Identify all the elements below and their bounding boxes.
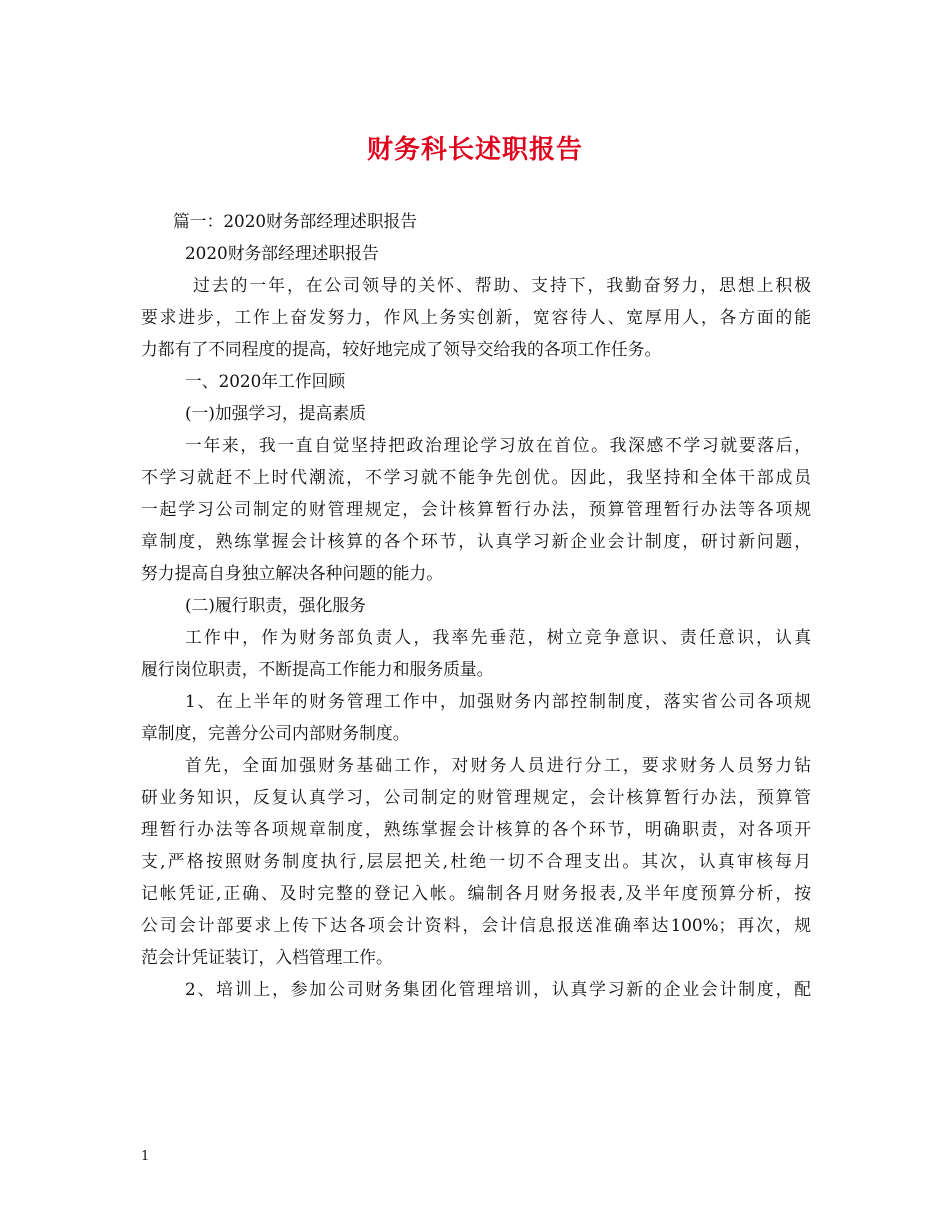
document-line: 2020财务部经理述职报告 <box>185 243 379 263</box>
document-line: 要求进步，工作上奋发努力，作风上务实创新，宽容待人、宽厚用人，各方面的能 <box>141 307 811 327</box>
document-line: 首先，全面加强财务基础工作，对财务人员进行分工，要求财务人员努力钻 <box>185 755 811 775</box>
document-line: 篇一：2020财务部经理述职报告 <box>173 211 418 231</box>
document-line: 1、在上半年的财务管理工作中，加强财务内部控制制度，落实省公司各项规 <box>185 691 811 711</box>
document-line: 记帐凭证,正确、及时完整的登记入帐。编制各月财务报表,及半年度预算分析，按 <box>141 883 811 903</box>
document-line: 2、培训上，参加公司财务集团化管理培训，认真学习新的企业会计制度，配 <box>185 979 811 999</box>
document-line: 理暂行办法等各项规章制度，熟练掌握会计核算的各个环节，明确职责，对各项开 <box>141 819 811 839</box>
document-line: 力都有了不同程度的提高，较好地完成了领导交给我的各项工作任务。 <box>141 339 662 359</box>
document-line: (二)履行职责，强化服务 <box>185 595 366 615</box>
document-line: 一、2020年工作回顾 <box>185 371 346 391</box>
document-line: 过去的一年，在公司领导的关怀、帮助、支持下，我勤奋努力，思想上积极 <box>193 275 811 295</box>
document-line: 一年来，我一直自觉坚持把政治理论学习放在首位。我深感不学习就要落后， <box>185 435 811 455</box>
document-line: 履行岗位职责，不断提高工作能力和服务质量。 <box>141 659 494 679</box>
document-line: 公司会计部要求上传下达各项会计资料，会计信息报送准确率达100%；再次，规 <box>141 915 811 935</box>
document-line: 工作中，作为财务部负责人，我率先垂范，树立竞争意识、责任意识，认真 <box>185 627 811 647</box>
document-line: 章制度，熟练掌握会计核算的各个环节，认真学习新企业会计制度，研讨新问题， <box>141 531 811 551</box>
document-title: 财务科长述职报告 <box>366 135 583 165</box>
document-line: 一起学习公司制定的财管理规定，会计核算暂行办法，预算管理暂行办法等各项规 <box>141 499 811 519</box>
document-line: 研业务知识，反复认真学习，公司制定的财管理规定，会计核算暂行办法，预算管 <box>141 787 811 807</box>
document-line: 范会计凭证装订，入档管理工作。 <box>141 947 393 967</box>
document-line: (一)加强学习，提高素质 <box>185 403 366 423</box>
document-line: 不学习就赶不上时代潮流，不学习就不能争先创优。因此，我坚持和全体干部成员 <box>141 467 811 487</box>
document-line: 努力提高自身独立解决各种问题的能力。 <box>141 563 444 583</box>
document-body <box>141 205 811 1005</box>
document-line: 章制度，完善分公司内部财务制度。 <box>141 723 410 743</box>
document-line: 支,严格按照财务制度执行,层层把关,杜绝一切不合理支出。其次，认真审核每月 <box>141 851 811 871</box>
page-number: 1 <box>141 1149 150 1164</box>
